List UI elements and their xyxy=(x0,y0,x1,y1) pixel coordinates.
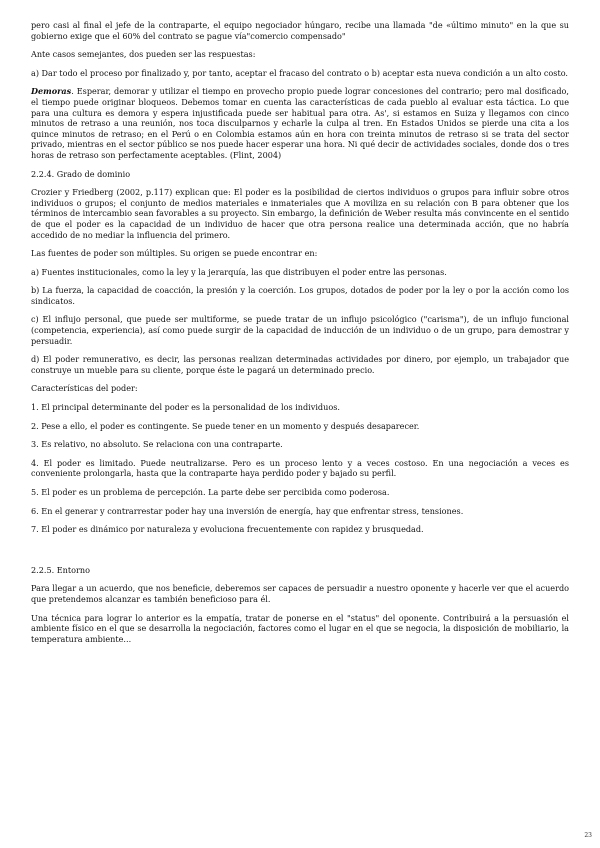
spacer xyxy=(31,543,569,565)
list-item: 4. El poder es limitado. Puede neutralizarse. Pero es un proceso lento y a veces costoso. En una negociación a veces es conveniente prolongarla, hasta que la contraparte haya perdido poder y bajado su perfil. xyxy=(31,457,569,479)
list-item: 7. El poder es dinámico por naturaleza y evoluciona frecuentemente con rapidez y brusquedad. xyxy=(31,524,424,535)
section-heading: 2.2.4. Grado de dominio xyxy=(31,168,131,179)
list-item: d) El poder remunerativo, es decir, las personas realizan determinadas actividades por dinero, por ejemplo, un trabajador que construye un mueble para su cliente, porque éste le pagará un determinado precio. xyxy=(31,354,569,375)
section-heading: 2.2.5. Entorno xyxy=(31,564,90,575)
paragraph: Una técnica para lograr lo anterior es la empatía, tratar de ponerse en el "status" del oponente. Contribuirá a la persuasión el ambiente físico en el que se desarrolla la negociación, factores como el lugar en el que se negocia, la disposición de mobiliario, la temperatura ambiente... xyxy=(31,612,569,644)
paragraph: Ante casos semejantes, dos pueden ser las respuestas: xyxy=(31,49,256,60)
paragraph: Crozier y Friedberg (2002, p.117) explican que: El poder es la posibilidad de ciertos individuos o grupos para influir sobre otros individuos o grupos; el conjunto de medios materiales e inmateriales que A moviliza en su relación con B para obtener que los términos de intercambio sean favorables a su proyecto. Sin embargo, la definición de Weber resulta más convincente en el sentido de que el poder es la capacidad de un individuo de hacer que otra persona realice una determinada acción, que no habría accedido de no mediar la influencia del primero. xyxy=(31,187,569,240)
paragraph-demoras xyxy=(31,86,569,160)
list-item: c) El influjo personal, que puede ser multiforme, se puede tratar de un influjo psicológico ("carisma"), de un influjo funcional (competencia, experiencia), así como puede surgir de la capacidad de inducción de un individuo o de un grupo, para demostrar y persuadir. xyxy=(31,314,569,346)
paragraph: a) Dar todo el proceso por finalizado y, por tanto, aceptar el fracaso del contrato o b) aceptar esta nueva condición a un alto costo. xyxy=(31,67,569,78)
list-item: 5. El poder es un problema de percepción. La parte debe ser percibida como poderosa. xyxy=(31,487,390,497)
paragraph: Para llegar a un acuerdo, que nos beneficie, deberemos ser capaces de persuadir a nuestro oponente y hacerle ver que el acuerdo que pretendemos alcanzar es también beneficioso para él. xyxy=(31,583,569,604)
list-item: a) Fuentes institucionales, como la ley y la jerarquía, las que distribuyen el poder entre las personas. xyxy=(31,266,447,277)
list-item: 2. Pese a ello, el poder es contingente. Se puede tener en un momento y después desaparecer. xyxy=(31,420,420,431)
list-item: 6. En el generar y contrarrestar poder hay una inversión de energía, hay que enfrentar stress, tensiones. xyxy=(31,505,464,516)
term-demoras: Demoras xyxy=(31,86,72,97)
document-page xyxy=(31,20,569,652)
list-item: 1. El principal determinante del poder es la personalidad de los individuos. xyxy=(31,402,340,413)
paragraph-text: . Esperar, demorar y utilizar el tiempo en provecho propio puede lograr concesiones del contrario; pero mal dosificado, el tiempo puede originar bloqueos. Debemos tomar en cuenta las características de cada pueblo al evaluar esta táctica. Lo que para una cultura es demora y espera injustificada puede ser habitual para otra. As', si estamos en Suiza y llegamos con cinco minutos de retraso a una reunión, nos toca disculparnos y echarle la culpa al tren. En Estados Unidos se pierde una cita a los quince minutos de retraso; en el Perú o en Colombia estamos aún en hora con treinta minutos de retraso si se trata del sector privado, mientras en el sector público se nos puede hacer esperar una hora. Ni qué decir de actividades sociales, donde dos o tres horas de retraso son perfectamente aceptables. (Flint, 2004) xyxy=(31,86,569,160)
list-item: 3. Es relativo, no absoluto. Se relaciona con una contraparte. xyxy=(31,439,283,450)
paragraph: Las fuentes de poder son múltiples. Su origen se puede encontrar en: xyxy=(31,248,318,259)
list-item: b) La fuerza, la capacidad de coacción, la presión y la coerción. Los grupos, dotados de poder por la ley o por la acción como los sindicatos. xyxy=(31,285,569,306)
paragraph: pero casi al final el jefe de la contraparte, el equipo negociador húngaro, recibe una llamada "de «último minuto" en la que su gobierno exige que el 60% del contrato se pague vía"comercio compensado" xyxy=(31,20,569,41)
page-number: 23 xyxy=(584,832,592,839)
paragraph: Características del poder: xyxy=(31,383,138,394)
